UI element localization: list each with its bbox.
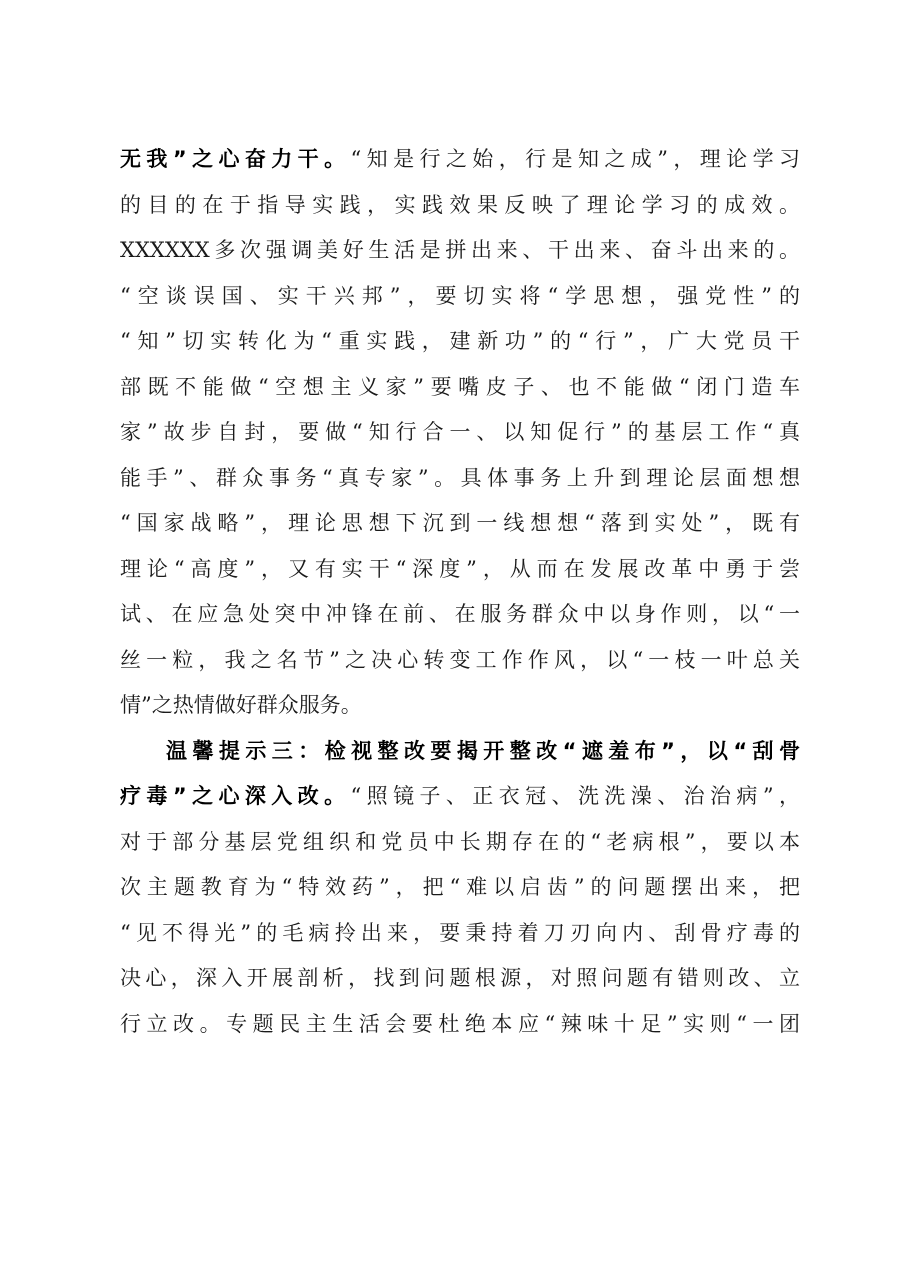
paragraph-2-line-3: 对于部分基层党组织和党员中长期存在的“老病根”，要以本 <box>120 829 800 854</box>
paragraph-1-line-7: 家”故步自封，要做“知行合一、以知促行”的基层工作“真 <box>120 420 800 444</box>
paragraph-1-line-4: “空谈误国、实干兴邦”，要切实将“学思想，强党性”的 <box>120 283 800 308</box>
text-fragment: “知是行之始，行是知之成”，理论学习 <box>350 147 800 171</box>
paragraph-1-line-10: 理论“高度”，又有实干“深度”，从而在发展改革中勇于尝 <box>120 556 800 581</box>
paragraph-2-line-5: “见不得光”的毛病拎出来，要秉持着刀刃向内、刮骨疗毒的 <box>120 920 800 945</box>
paragraph-1-line-12: 丝一粒，我之名节”之决心转变工作作风，以“一枝一叶总关 <box>120 647 800 672</box>
bold-heading-fragment: 疗毒”之心深入改。 <box>120 784 351 808</box>
paragraph-2-line-2 <box>120 774 800 820</box>
paragraph-1-line-9: “国家战略”，理论思想下沉到一线想想“落到实处”，既有 <box>120 511 800 535</box>
paragraph-1-line-2: 的目的在于指导实践，实践效果反映了理论学习的成效。 <box>120 192 800 217</box>
paragraph-2-line-6: 决心，深入开展剖析，找到问题根源，对照问题有错则改、立 <box>120 966 800 990</box>
body-text <box>120 137 800 1047</box>
paragraph-2-line-4: 次主题教育为“特效药”，把“难以启齿”的问题摆出来，把 <box>120 875 800 899</box>
paragraph-2-line-1: 温馨提示三：检视整改要揭开整改“遮羞布”，以“刮骨 <box>166 738 800 763</box>
bold-heading-fragment: 无我”之心奋力干。 <box>120 147 351 171</box>
paragraph-1-line-8: 能手”、群众事务“真专家”。具体事务上升到理论层面想想 <box>120 465 800 490</box>
text-fragment: “照镜子、正衣冠、洗洗澡、治治病”， <box>350 784 800 808</box>
paragraph-1-line-3: XXXXXX多次强调美好生活是拼出来、干出来、奋斗出来的。 <box>120 238 800 262</box>
paragraph-1-line-6: 部既不能做“空想主义家”要嘴皮子、也不能做“闭门造车 <box>120 374 800 399</box>
paragraph-2-line-7: 行立改。专题民主生活会要杜绝本应“辣味十足”实则“一团 <box>120 1011 800 1036</box>
paragraph-1-line-11: 试、在应急处突中冲锋在前、在服务群众中以身作则，以“一 <box>120 602 800 626</box>
paragraph-1-line-5: “知”切实转化为“重实践，建新功”的“行”，广大党员干 <box>120 329 800 353</box>
paragraph-1-line-13: 情”之热情做好群众服务。 <box>120 693 362 717</box>
paragraph-1-line-1 <box>120 137 800 183</box>
